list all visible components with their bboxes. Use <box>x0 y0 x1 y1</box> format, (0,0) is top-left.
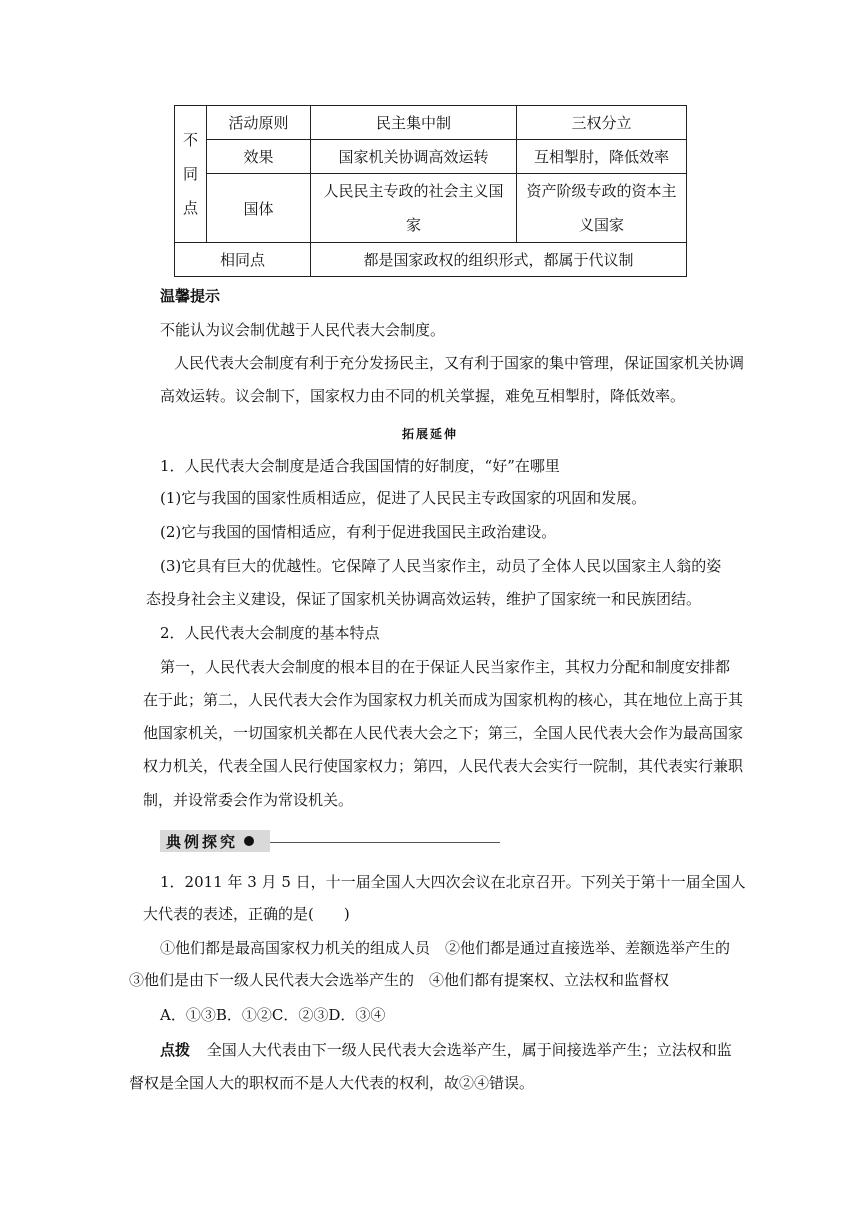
tip-line: 高效运转。议会制下，国家权力由不同的机关掌握，难免互相掣肘，降低效率。 <box>160 387 686 405</box>
diff-label-char: 点 <box>182 199 198 217</box>
extension-title: 拓展延伸 <box>401 427 458 441</box>
example-option: ①他们都是最高国家权力机关的组成人员 ②他们都是通过直接选举、差额选举产生的 <box>160 939 731 957</box>
example-question: 大代表的表述，正确的是( ) <box>143 905 350 923</box>
example-choices: A．①③B．①②C．②③D．③④ <box>160 1006 386 1024</box>
cell-b: 三权分立 <box>517 106 687 140</box>
hint-line <box>160 1040 732 1060</box>
cell-b-line: 资产阶级专政的资本主 <box>526 182 677 200</box>
diff-label-char: 同 <box>182 165 198 183</box>
cell-b <box>517 174 687 243</box>
example-banner-label: 典例探究 <box>166 832 239 851</box>
feature-line: 制，并设常委会作为常设机关。 <box>143 791 354 809</box>
example-option: ③他们是由下一级人民代表大会选举产生的 ④他们都有提案权、立法权和监督权 <box>129 971 670 989</box>
same-value: 都是国家政权的组织形式，都属于代议制 <box>311 243 687 277</box>
hint-line: 督权是全国人大的职权而不是人大代表的权利，故②④错误。 <box>129 1074 535 1092</box>
row-label: 效果 <box>207 140 311 174</box>
ext-point: (3)它具有巨大的优越性。它保障了人民当家作主，动员了全体人民以国家主人翁的姿 <box>160 557 722 575</box>
ext-question: 1．人民代表大会制度是适合我国国情的好制度，“好”在哪里 <box>160 457 560 475</box>
ext-question: 2．人民代表大会制度的基本特点 <box>160 624 380 642</box>
feature-line: 他国家机关，一切国家机关都在人民代表大会之下；第三，全国人民代表大会作为最高国家 <box>143 724 744 742</box>
bullet-icon <box>244 836 254 846</box>
example-banner <box>160 830 270 852</box>
cell-a-line: 人民民主专政的社会主义国 <box>323 182 504 200</box>
diff-label-cell <box>175 106 207 243</box>
tip-line: 不能认为议会制优越于人民代表大会制度。 <box>160 321 446 339</box>
cell-b-line: 义国家 <box>578 216 624 234</box>
hint-text: 全国人大代表由下一级人民代表大会选举产生，属于间接选举产生；立法权和监 <box>206 1041 732 1059</box>
cell-a-line: 家 <box>405 216 421 234</box>
ext-point: 态投身社会主义建设，保证了国家机关协调高效运转，维护了国家统一和民族团结。 <box>146 590 702 608</box>
diff-label-char: 不 <box>182 131 198 149</box>
cell-b: 互相掣肘，降低效率 <box>517 140 687 174</box>
cell-a: 民主集中制 <box>311 106 517 140</box>
example-question: 1．2011 年 3 月 5 日，十一届全国人大四次会议在北京召开。下列关于第十一届全国人 <box>160 873 746 891</box>
feature-line: 权力机关，代表全国人民行使国家权力；第四，人民代表大会实行一院制，其代表实行兼职 <box>143 757 744 775</box>
ext-point: (1)它与我国的国家性质相适应，促进了人民民主专政国家的巩固和发展。 <box>160 489 647 507</box>
same-label: 相同点 <box>175 243 311 277</box>
ext-point: (2)它与我国的国情相适应，有利于促进我国民主政治建设。 <box>160 523 557 541</box>
tip-line: 人民代表大会制度有利于充分发扬民主，又有利于国家的集中管理，保证国家机关协调 <box>174 354 745 372</box>
row-label: 活动原则 <box>207 106 311 140</box>
cell-a <box>311 174 517 243</box>
cell-a: 国家机关协调高效运转 <box>311 140 517 174</box>
comparison-table <box>174 105 687 277</box>
row-label: 国体 <box>207 174 311 243</box>
feature-line: 第一，人民代表大会制度的根本目的在于保证人民当家作主，其权力分配和制度安排都 <box>160 658 731 676</box>
tip-title: 温馨提示 <box>160 287 221 305</box>
hint-label: 点拨 <box>160 1041 191 1059</box>
banner-rule <box>270 842 500 843</box>
feature-line: 在于此；第二，人民代表大会作为国家权力机关而成为国家机构的核心，其在地位上高于其 <box>143 691 744 709</box>
